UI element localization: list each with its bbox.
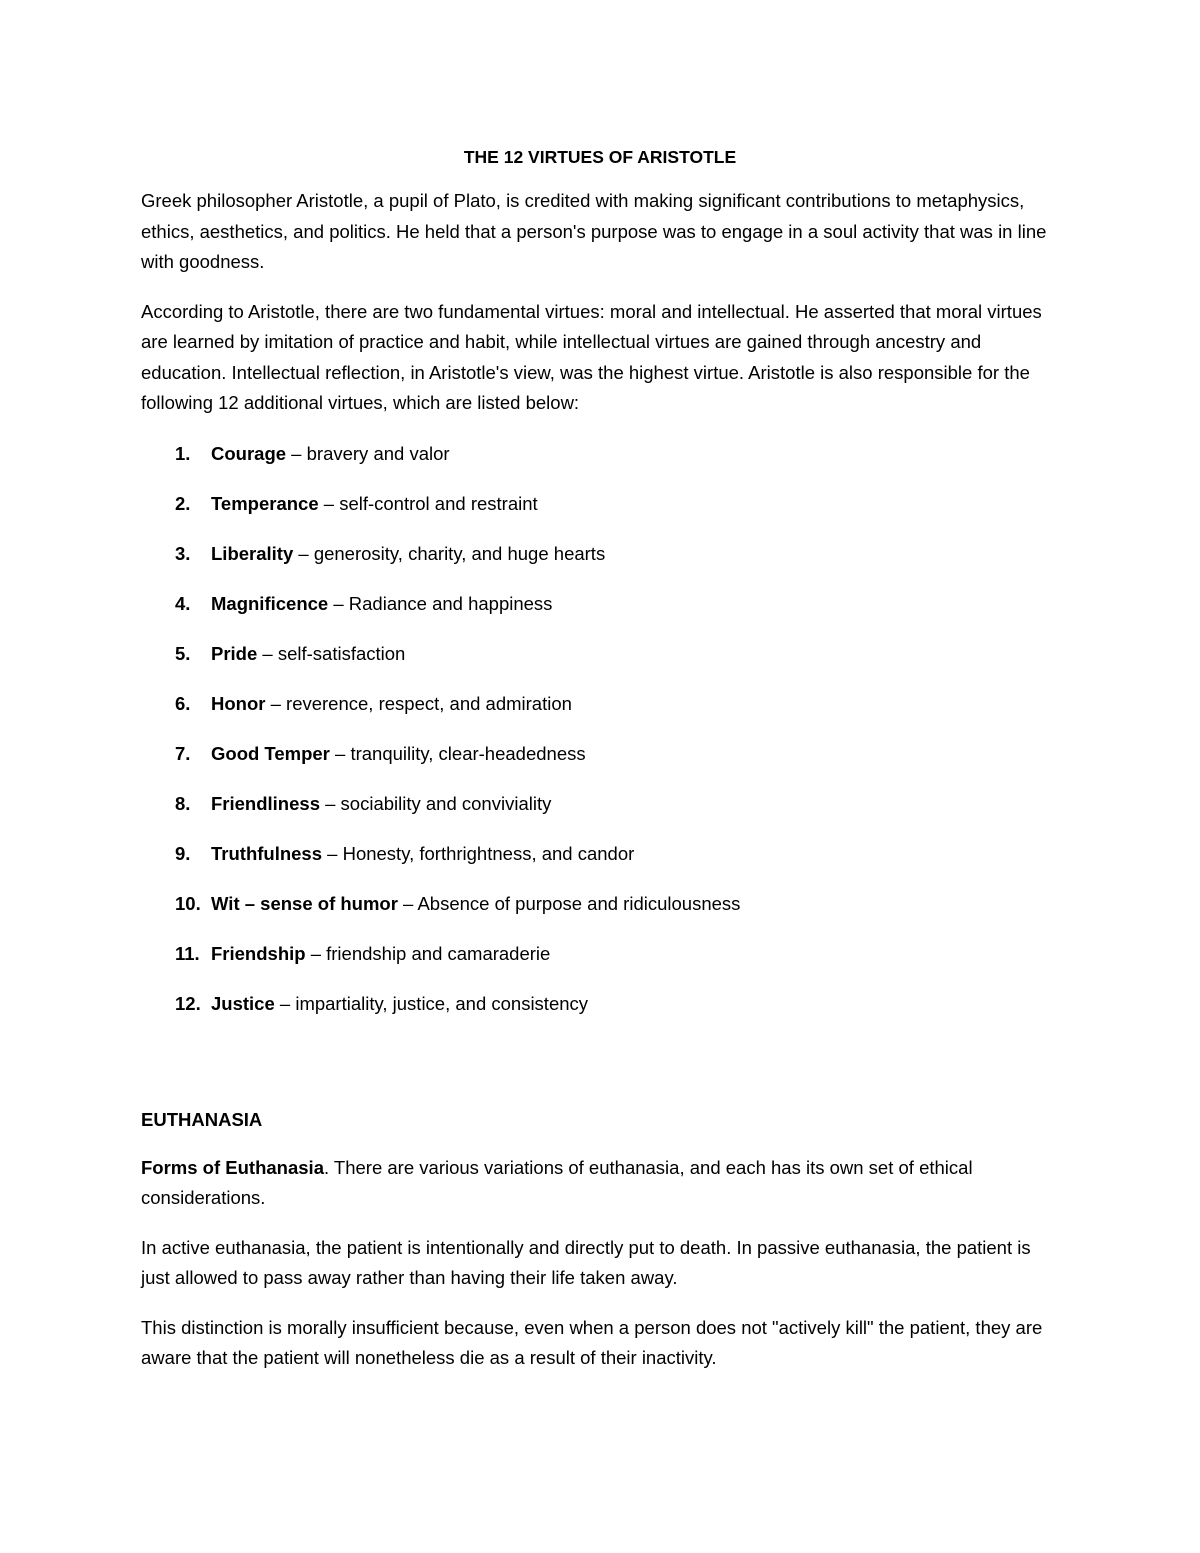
document-title: THE 12 VIRTUES OF ARISTOTLE bbox=[463, 147, 737, 167]
list-item bbox=[141, 639, 1059, 689]
virtue-definition: – impartiality, justice, and consistency bbox=[274, 992, 589, 1014]
list-item-number: 5. bbox=[175, 642, 191, 664]
virtue-term: Justice bbox=[211, 992, 275, 1014]
virtue-term: Liberality bbox=[211, 542, 294, 564]
list-item bbox=[141, 889, 1059, 939]
forms-of-euthanasia-paragraph bbox=[141, 1153, 1059, 1214]
virtue-definition: – generosity, charity, and huge hearts bbox=[293, 542, 606, 564]
list-item bbox=[141, 989, 1059, 1039]
intro-paragraph: Greek philosopher Aristotle, a pupil of Plato, is credited with making significant contributions to metaphysics, ethics, aesthetics, and politics. He held that a person's purpose was to engage in a soul activity that was in line with goodness. bbox=[141, 190, 1047, 272]
list-item bbox=[141, 939, 1059, 989]
forms-of-euthanasia-text: . There are various variations of euthanasia, and each has its own set of ethical considerations. bbox=[141, 1156, 973, 1208]
virtue-definition: – sociability and conviviality bbox=[319, 792, 552, 814]
list-item-number: 8. bbox=[175, 792, 191, 814]
list-item-number: 10. bbox=[175, 892, 201, 914]
euthanasia-heading: EUTHANASIA bbox=[141, 1108, 263, 1130]
list-item-number: 12. bbox=[175, 992, 201, 1014]
virtue-term: Truthfulness bbox=[211, 842, 323, 864]
list-item-number: 6. bbox=[175, 692, 191, 714]
virtue-term: Friendship bbox=[211, 942, 306, 964]
virtue-definition: – Honesty, forthrightness, and candor bbox=[322, 842, 635, 864]
list-item-number: 4. bbox=[175, 592, 191, 614]
virtue-definition: – friendship and camaraderie bbox=[305, 942, 551, 964]
virtue-term: Pride bbox=[211, 642, 258, 664]
virtue-definition: – bravery and valor bbox=[286, 442, 450, 464]
list-item bbox=[141, 539, 1059, 589]
list-item bbox=[141, 839, 1059, 889]
virtue-definition: – reverence, respect, and admiration bbox=[265, 692, 572, 714]
list-item-number: 3. bbox=[175, 542, 191, 564]
distinction-paragraph: This distinction is morally insufficient because, even when a person does not "actively kill" the patient, they are aware that the patient will nonetheless die as a result of their inactivity. bbox=[141, 1316, 1043, 1368]
virtue-term: Honor bbox=[211, 692, 266, 714]
virtue-term: Wit – sense of humor bbox=[211, 892, 398, 914]
forms-of-euthanasia-label: Forms of Euthanasia bbox=[141, 1156, 324, 1178]
list-item bbox=[141, 789, 1059, 839]
document-content bbox=[141, 146, 1059, 1393]
virtue-term: Friendliness bbox=[211, 792, 320, 814]
virtue-definition: – Radiance and happiness bbox=[328, 592, 553, 614]
virtues-overview-paragraph: According to Aristotle, there are two fundamental virtues: moral and intellectual. He asserted that moral virtues are learned by imitation of practice and habit, while intellectual virtues are gained through ancestry and education. Intellectual reflection, in Aristotle's view, was the highest virtue. Aristotle is also responsible for the following 12 additional virtues, which are listed below: bbox=[141, 300, 1042, 413]
list-item bbox=[141, 439, 1059, 489]
list-item-number: 2. bbox=[175, 492, 191, 514]
list-item bbox=[141, 739, 1059, 789]
list-item-number: 9. bbox=[175, 842, 191, 864]
list-item-number: 1. bbox=[175, 442, 191, 464]
virtue-definition: – self-satisfaction bbox=[257, 642, 406, 664]
virtue-term: Courage bbox=[211, 442, 287, 464]
virtue-definition: – Absence of purpose and ridiculousness bbox=[397, 892, 741, 914]
virtue-term: Temperance bbox=[211, 492, 319, 514]
virtue-definition: – self-control and restraint bbox=[318, 492, 538, 514]
list-item bbox=[141, 689, 1059, 739]
list-item bbox=[141, 589, 1059, 639]
list-item-number: 7. bbox=[175, 742, 191, 764]
virtue-term: Good Temper bbox=[211, 742, 330, 764]
list-item bbox=[141, 489, 1059, 539]
active-passive-paragraph: In active euthanasia, the patient is intentionally and directly put to death. In passive euthanasia, the patient is just allowed to pass away rather than having their life taken away. bbox=[141, 1236, 1031, 1288]
virtue-definition: – tranquility, clear-headedness bbox=[329, 742, 586, 764]
virtue-term: Magnificence bbox=[211, 592, 329, 614]
list-item-number: 11. bbox=[175, 942, 200, 964]
virtues-list bbox=[141, 439, 1059, 1039]
